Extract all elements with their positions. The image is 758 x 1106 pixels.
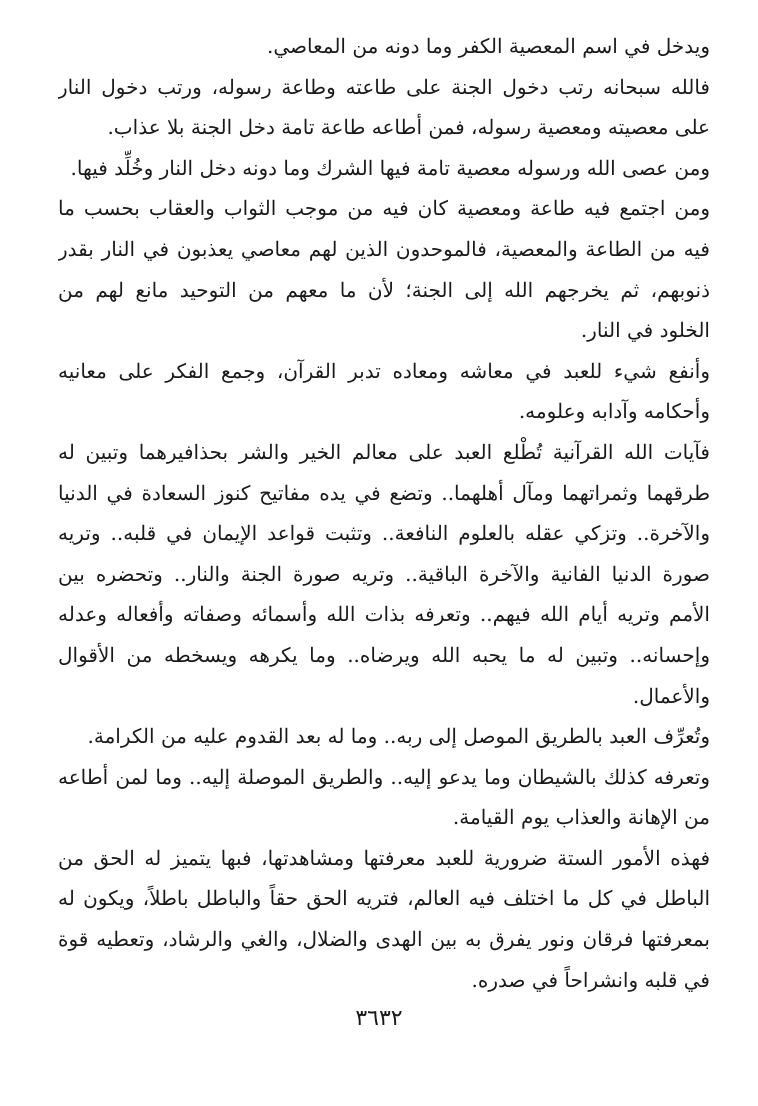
- text-line: الأمم وتريه أيام الله فيهم.. وتعرفه بذات الله وأسمائه وصفاته وأفعاله وعدله: [58, 602, 710, 627]
- text-line: وإحسانه.. وتبين له ما يحبه الله ويرضاه.. وما يكرهه ويسخطه من الأقوال: [58, 642, 710, 667]
- text-line: بمعرفتها فرقان ونور يفرق به بين الهدى والضلال، والغي والرشاد، وتعطيه قوة: [58, 927, 710, 952]
- text-line: الباطل في كل ما اختلف فيه العالم، فتريه الحق حقاً والباطل باطلاً، ويكون له: [58, 886, 710, 911]
- text-line: ويدخل في اسم المعصية الكفر وما دونه من المعاصي.: [267, 34, 710, 58]
- text-line: الخلود في النار.: [580, 318, 710, 343]
- text-line: فالله سبحانه رتب دخول الجنة على طاعته وطاعة رسوله، ورتب دخول النار: [58, 74, 710, 99]
- text-line: وتعرفه كذلك بالشيطان وما يدعو إليه.. والطريق الموصلة إليه.. وما لمن أطاعه: [58, 764, 710, 789]
- text-line: من الإهانة والعذاب يوم القيامة.: [452, 805, 710, 830]
- text-line: في قلبه وانشراحاً في صدره.: [471, 967, 710, 992]
- page-body: [58, 26, 710, 1000]
- text-line: صورة الدنيا الفانية والآخرة الباقية.. وتريه صورة الجنة والنار.. وتحضره بين: [58, 561, 710, 586]
- text-line: طرقهما وثمراتهما ومآل أهلهما.. وتضع في يده مفاتيح كنوز السعادة في الدنيا: [58, 480, 710, 505]
- text-line: فآيات الله القرآنية تُطْلع العبد على معالم الخير والشر بحذافيرهما وتبين له: [58, 439, 710, 464]
- text-line: وتُعرِّف العبد بالطريق الموصل إلى ربه.. وما له بعد القدوم عليه من الكرامة.: [87, 724, 710, 749]
- page-number: ٣٦٣٢: [355, 1006, 403, 1031]
- text-line: والأعمال.: [632, 683, 710, 708]
- text-line: وأحكامه وآدابه وعلومه.: [518, 399, 710, 424]
- text-line: ذنوبهم، ثم يخرجهم الله إلى الجنة؛ لأن ما معهم من التوحيد مانع لهم من: [58, 277, 710, 302]
- text-line: ومن عصى الله ورسوله معصية تامة فيها الشرك وما دونه دخل النار وخُلِّد فيها.: [70, 155, 710, 180]
- text-line: فهذه الأمور الستة ضرورية للعبد معرفتها ومشاهدتها، فبها يتميز له الحق من: [58, 845, 710, 870]
- text-line: وأنفع شيء للعبد في معاشه ومعاده تدبر القرآن، وجمع الفكر على معانيه: [58, 358, 710, 383]
- text-line: والآخرة.. وتزكي عقله بالعلوم النافعة.. وتثبت قواعد الإيمان في قلبه.. وتريه: [58, 521, 710, 546]
- text-line: ومن اجتمع فيه طاعة ومعصية كان فيه من موجب الثواب والعقاب بحسب ما: [58, 196, 710, 221]
- text-line: فيه من الطاعة والمعصية، فالموحدون الذين لهم معاصي يعذبون في النار بقدر: [58, 236, 710, 261]
- text-line: على معصيته ومعصية رسوله، فمن أطاعه طاعة تامة دخل الجنة بلا عذاب.: [107, 115, 710, 140]
